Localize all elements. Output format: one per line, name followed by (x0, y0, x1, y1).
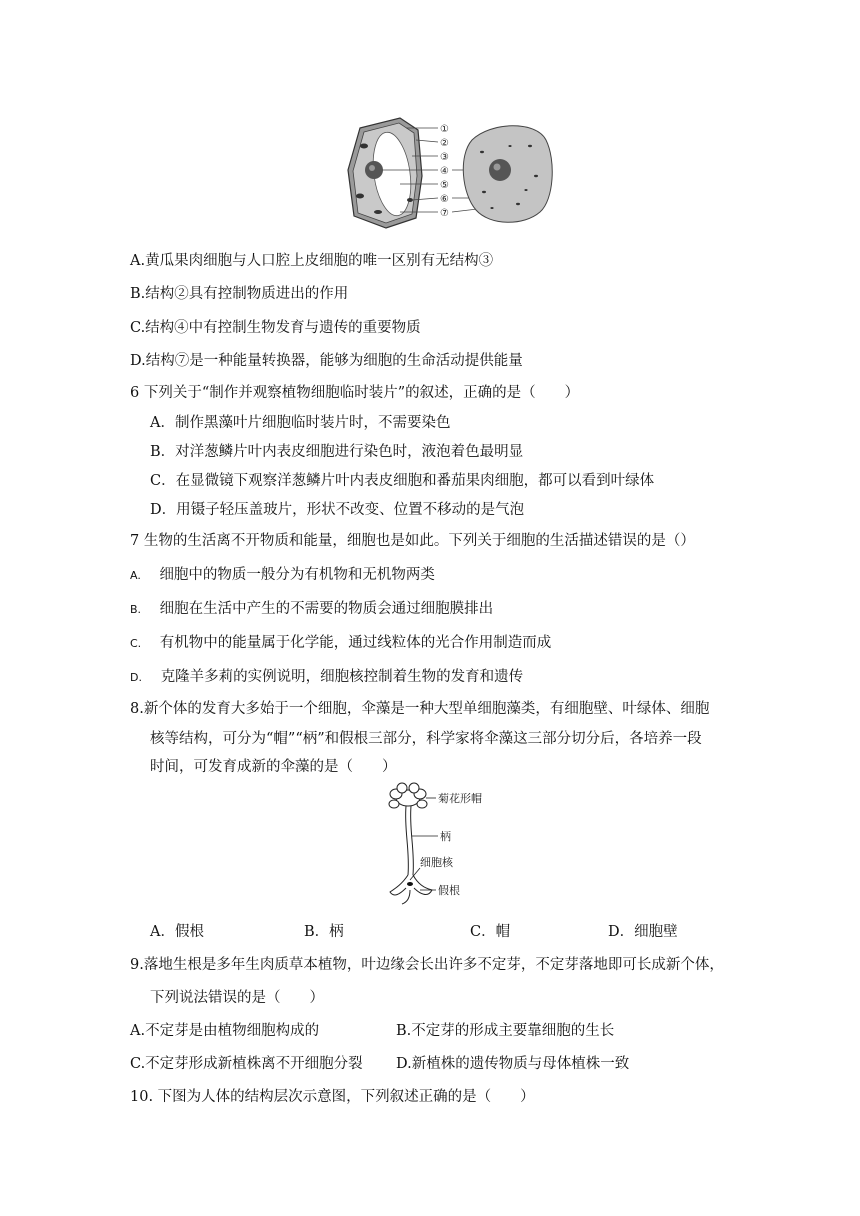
acetabularia-figure (380, 780, 520, 910)
q6-option-c: C．在显微镜下观察洋葱鳞片叶内表皮细胞和番茄果肉细胞，都可以看到叶绿体 (150, 473, 655, 489)
q7-option-c (130, 631, 551, 652)
q7-option-c-text: 有机物中的能量属于化学能，通过线粒体的光合作用制造而成 (159, 635, 552, 651)
q8-option-a: A．假根 (150, 924, 204, 940)
q9-stem-line-2: 下列说法错误的是（ ） (150, 990, 324, 1006)
q8-stem-line-1: 8.新个体的发育大多始于一个细胞，伞藻是一种大型单细胞藻类，有细胞壁、叶绿体、细胞 (130, 701, 710, 717)
label-cap: 菊花形帽 (438, 792, 482, 805)
q5-option-b: B.结构②具有控制物质进出的作用 (130, 286, 349, 302)
label-2: ② (440, 138, 449, 149)
label-stalk: 柄 (440, 830, 451, 843)
q7-option-d-text: 克隆羊多莉的实例说明，细胞核控制着生物的发育和遗传 (160, 669, 524, 685)
label-1: ① (440, 124, 449, 135)
q8-option-c: C．帽 (470, 924, 511, 940)
label-7: ⑦ (440, 208, 449, 219)
q7-option-a (130, 563, 435, 584)
label-nucleus: 细胞核 (420, 856, 453, 869)
q7-option-a-letter: A. (130, 569, 141, 582)
label-5: ⑤ (440, 180, 449, 191)
q10-stem: 10. 下图为人体的结构层次示意图，下列叙述正确的是（ ） (130, 1089, 535, 1105)
q7-stem: 7 生物的生活离不开物质和能量，细胞也是如此。下列关于细胞的生活描述错误的是（） (130, 533, 695, 549)
q6-option-a: A．制作黑藻叶片细胞临时装片时，不需要染色 (150, 415, 451, 431)
q8-stem-line-2: 核等结构，可分为“帽”“柄”和假根三部分，科学家将伞藻这三部分切分后，各培养一段 (150, 731, 702, 747)
stalk-shape (406, 806, 414, 875)
q5-option-c: C.结构④中有控制生物发育与遗传的重要物质 (130, 320, 421, 336)
q7-option-d (130, 665, 523, 686)
q9-option-a: A.不定芽是由植物细胞构成的 (130, 1023, 320, 1039)
q5-option-d: D.结构⑦是一种能量转换器，能够为细胞的生命活动提供能量 (130, 353, 523, 369)
q5-option-a: A.黄瓜果肉细胞与人口腔上皮细胞的唯一区别有无结构③ (130, 253, 494, 269)
q9-stem-line-1: 9.落地生根是多年生肉质草本植物，叶边缘会长出许多不定芽，不定芽落地即可长成新个体， (130, 957, 724, 973)
q9-option-d: D.新植株的遗传物质与母体植株一致 (396, 1056, 630, 1072)
nucleus-shape (407, 882, 413, 886)
animal-nucleus (489, 159, 511, 181)
q6-option-b: B．对洋葱鳞片叶内表皮细胞进行染色时，液泡着色最明显 (150, 444, 524, 460)
label-rhizoid: 假根 (438, 884, 460, 897)
q8-stem-line-3: 时间，可发育成新的伞藻的是（ ） (150, 759, 397, 775)
cell-structure-figure (340, 116, 560, 230)
q7-option-b (130, 597, 493, 618)
q7-option-c-letter: C. (130, 637, 142, 650)
q7-option-a-text: 细胞中的物质一般分为有机物和无机物两类 (159, 567, 435, 583)
q8-option-b: B．柄 (304, 924, 344, 940)
q7-option-b-letter: B. (130, 603, 142, 616)
q7-option-d-letter: D. (130, 671, 142, 684)
q7-option-b-text: 细胞在生活中产生的不需要的物质会通过细胞膜排出 (159, 601, 494, 617)
cap-shape (389, 783, 427, 808)
q9-option-c: C.不定芽形成新植株离不开细胞分裂 (130, 1056, 363, 1072)
label-4: ④ (440, 166, 449, 177)
q9-option-b: B.不定芽的形成主要靠细胞的生长 (396, 1023, 615, 1039)
q6-stem: 6 下列关于“制作并观察植物细胞临时装片”的叙述，正确的是（ ） (130, 385, 580, 401)
label-6: ⑥ (440, 194, 449, 205)
q8-option-d: D．细胞壁 (608, 924, 678, 940)
q6-option-d: D．用镊子轻压盖玻片，形状不改变、位置不移动的是气泡 (150, 502, 525, 518)
label-3: ③ (440, 152, 449, 163)
